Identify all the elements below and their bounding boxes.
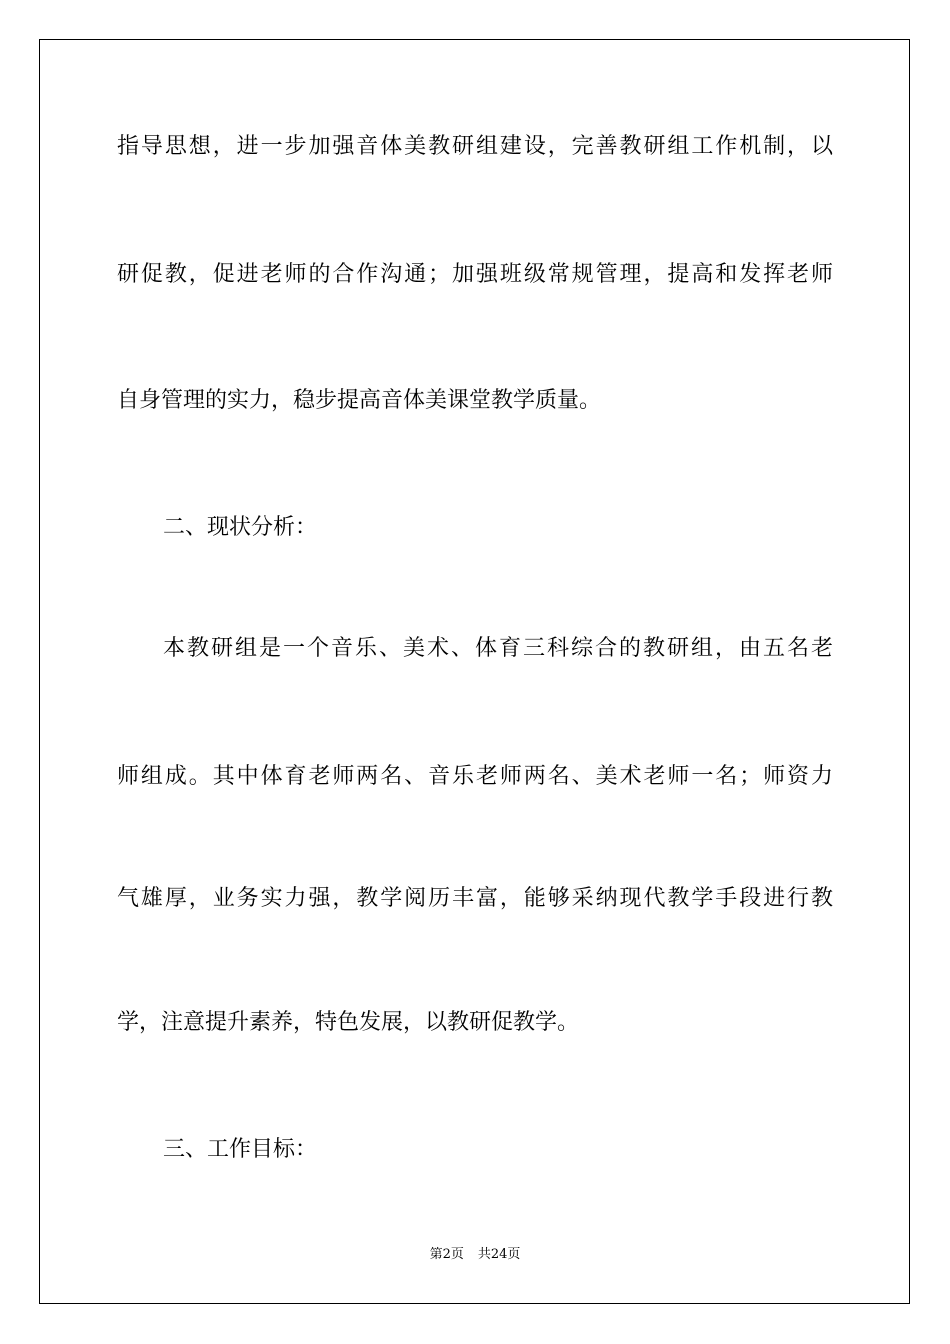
body-line-8: 学，注意提升素养，特色发展，以教研促教学。 bbox=[117, 1010, 580, 1035]
page-number: 第2页 bbox=[429, 1247, 464, 1262]
page-total: 共24页 bbox=[477, 1247, 521, 1262]
page-footer bbox=[0, 1246, 950, 1264]
body-line-5: 本教研组是一个音乐、美术、体育三科综合的教研组，由五名老 bbox=[163, 636, 833, 661]
body-line-2: 研促教，促进老师的合作沟通；加强班级常规管理，提高和发挥老师 bbox=[117, 262, 833, 287]
page-border bbox=[39, 39, 910, 1304]
section-heading-2: 二、现状分析： bbox=[163, 515, 318, 540]
section-heading-3: 三、工作目标： bbox=[163, 1137, 318, 1162]
body-line-7: 气雄厚，业务实力强，教学阅历丰富，能够采纳现代教学手段进行教 bbox=[117, 886, 833, 911]
body-line-1: 指导思想，进一步加强音体美教研组建设，完善教研组工作机制，以 bbox=[117, 134, 833, 159]
body-line-3: 自身管理的实力，稳步提高音体美课堂教学质量。 bbox=[117, 388, 602, 413]
body-line-6: 师组成。其中体育老师两名、音乐老师两名、美术老师一名；师资力 bbox=[117, 764, 833, 789]
